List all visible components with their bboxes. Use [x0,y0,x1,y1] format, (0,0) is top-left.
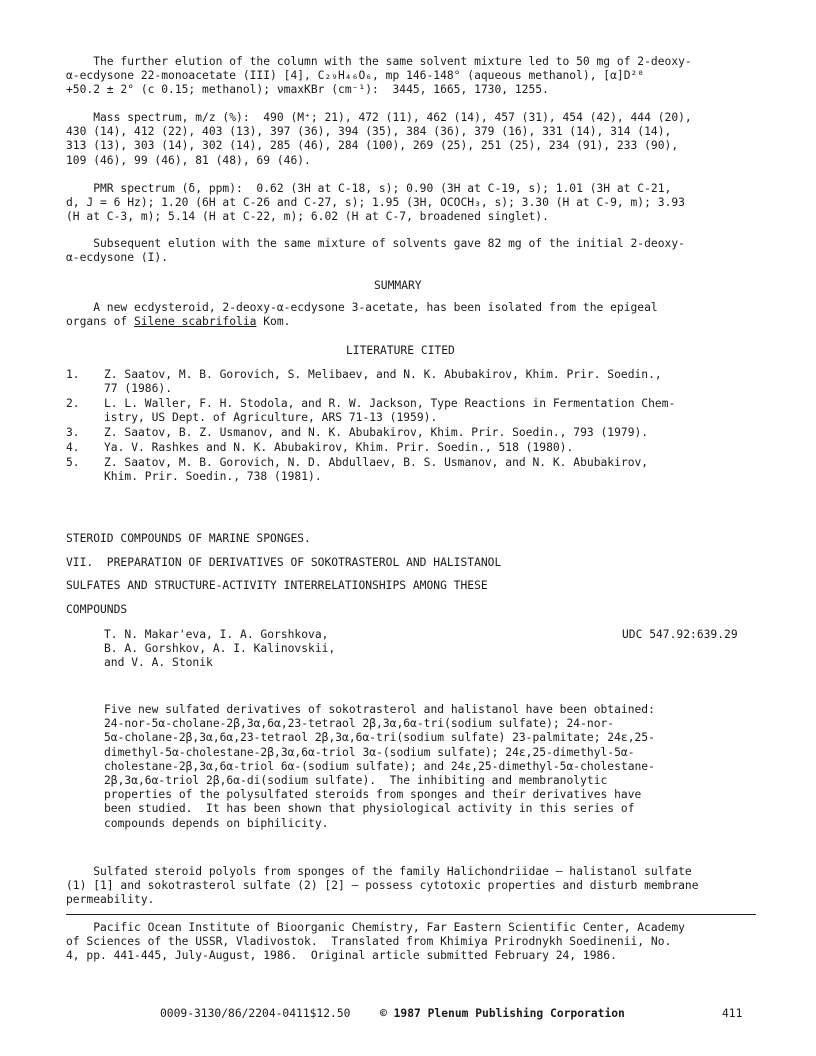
literature-heading: LITERATURE CITED [346,344,455,357]
species-name: Silene scabrifolia [134,315,257,329]
page-number: 411 [722,1007,743,1020]
summary-paragraph: A new ecdysteroid, 2-deoxy-α-ecdysone 3-acetate, has been isolated from the epigeal organs of Silene scabrifolia Kom. [66,301,658,329]
reference-5-text: Z. Saatov, M. B. Gorovich, N. D. Abdullaev, B. S. Usmanov, and N. K. Abubakirov, Khim. Prir. Soedin., 738 (1981). [104,456,649,484]
elution-paragraph: The further elution of the column with the same solvent mixture led to 50 mg of 2-deoxy- α-ecdysone 22-monoacetate (III) [4], C₂₉H₄₆O₆, mp 146-148° (aqueous methanol), [α]D²⁰ +50.2 ± 2° (c 0.15; methanol); νmaxKBr (cm⁻¹): 3445, 1665, 1730, 1255. [66,55,692,97]
abstract: Five new sulfated derivatives of sokotrasterol and halistanol have been obtained: 24-nor-5α-cholane-2β,3α,6α,23-tetraol 2β,3α,6α-tri(sodium sulfate); 24-nor- 5α-cholane-2β,3α,6α,23-tetraol 2β,3α,6α-tri(sodium sulfate) 23-palmitate; 24ε,25- dimethyl-5α-cholestane-2β,3α,6α-triol 3α-(sodium sulfate); 24ε,25-dimethyl-5α- cholestane-2β,3α,6α-triol 6α-(sodium sulfate); and 24ε,25-dimethyl-5α-cholestane- 2β,3α,6α-triol 2β,6α-di(sodium sulfate). The inhibiting and membranolytic properties of the polysulfated steroids from sponges and their derivatives have been studied. It has been shown that physiological activity in this series of compounds depends on biphilicity. [104,703,655,830]
pmr-spectrum-paragraph: PMR spectrum (δ, ppm): 0.62 (3H at C-18, s); 0.90 (3H at C-19, s); 1.01 (3H at C-21, d, J = 6 Hz); 1.20 (6H at C-26 and C-27, s); 1.95 (3H, OCOCH₃, s); 3.30 (H at C-9, m); 3.93 (H at C-3, m); 5.14 (H at C-22, m); 6.02 (H at C-7, broadened singlet). [66,182,685,224]
footnote-divider [66,914,756,915]
reference-5: 5. [66,456,80,469]
subsequent-elution-paragraph: Subsequent elution with the same mixture of solvents gave 82 mg of the initial 2-deoxy- α-ecdysone (I). [66,237,685,265]
intro-paragraph: Sulfated steroid polyols from sponges of the family Halichondriidae — halistanol sulfate (1) [1] and sokotrasterol sulfate (2) [2] — possess cytotoxic properties and disturb membrane permeability. [66,865,699,907]
udc-code: UDC 547.92:639.29 [622,628,738,641]
article-title: STEROID COMPOUNDS OF MARINE SPONGES. VII. PREPARATION OF DERIVATIVES OF SOKOTRASTEROL AND HALISTANOL SULFATES AND STRUCTURE-ACTIVITY INTERRELATIONSHIPS AMONG THESE COMPOUNDS [66,532,502,616]
reference-4: 4. [66,441,80,454]
reference-3: 3. [66,426,80,439]
mass-spectrum-paragraph: Mass spectrum, m/z (%): 490 (M⁺; 21), 472 (11), 462 (14), 457 (31), 454 (42), 444 (20), 430 (14), 412 (22), 403 (13), 397 (36), 394 (35), 384 (36), 379 (16), 331 (14), 314 (14), 313 (13), 303 (14), 302 (14), 285 (46), 284 (100), 269 (25), 251 (25), 234 (91), 233 (90), 109 (46), 99 (46), 81 (48), 69 (46). [66,111,692,167]
reference-3-text: Z. Saatov, B. Z. Usmanov, and N. K. Abubakirov, Khim. Prir. Soedin., 793 (1979). [104,426,649,439]
reference-2: 2. [66,397,80,410]
affiliation-footnote: Pacific Ocean Institute of Bioorganic Chemistry, Far Eastern Scientific Center, Academy of Sciences of the USSR, Vladivostok. Translated from Khimiya Prirodnykh Soedinenii, No. 4, pp. 441-445, July-August, 1986. Original article submitted February 24, 1986. [66,921,685,963]
reference-1: 1. [66,368,80,381]
reference-1-text: Z. Saatov, M. B. Gorovich, S. Melibaev, and N. K. Abubakirov, Khim. Prir. Soedin., 77 (1986). [104,368,662,396]
summary-heading: SUMMARY [374,279,422,292]
reference-4-text: Ya. V. Rashkes and N. K. Abubakirov, Khim. Prir. Soedin., 518 (1980). [104,441,574,454]
author-list: T. N. Makar'eva, I. A. Gorshkova, B. A. Gorshkov, A. I. Kalinovskii, and V. A. Stonik [104,628,336,670]
footer-code: 0009-3130/86/2204-0411$12.50 [160,1007,351,1020]
footer-copyright: © 1987 Plenum Publishing Corporation [380,1007,625,1020]
reference-2-text: L. L. Waller, F. H. Stodola, and R. W. Jackson, Type Reactions in Fermentation Chem- istry, US Dept. of Agriculture, ARS 71-13 (1959). [104,397,676,425]
